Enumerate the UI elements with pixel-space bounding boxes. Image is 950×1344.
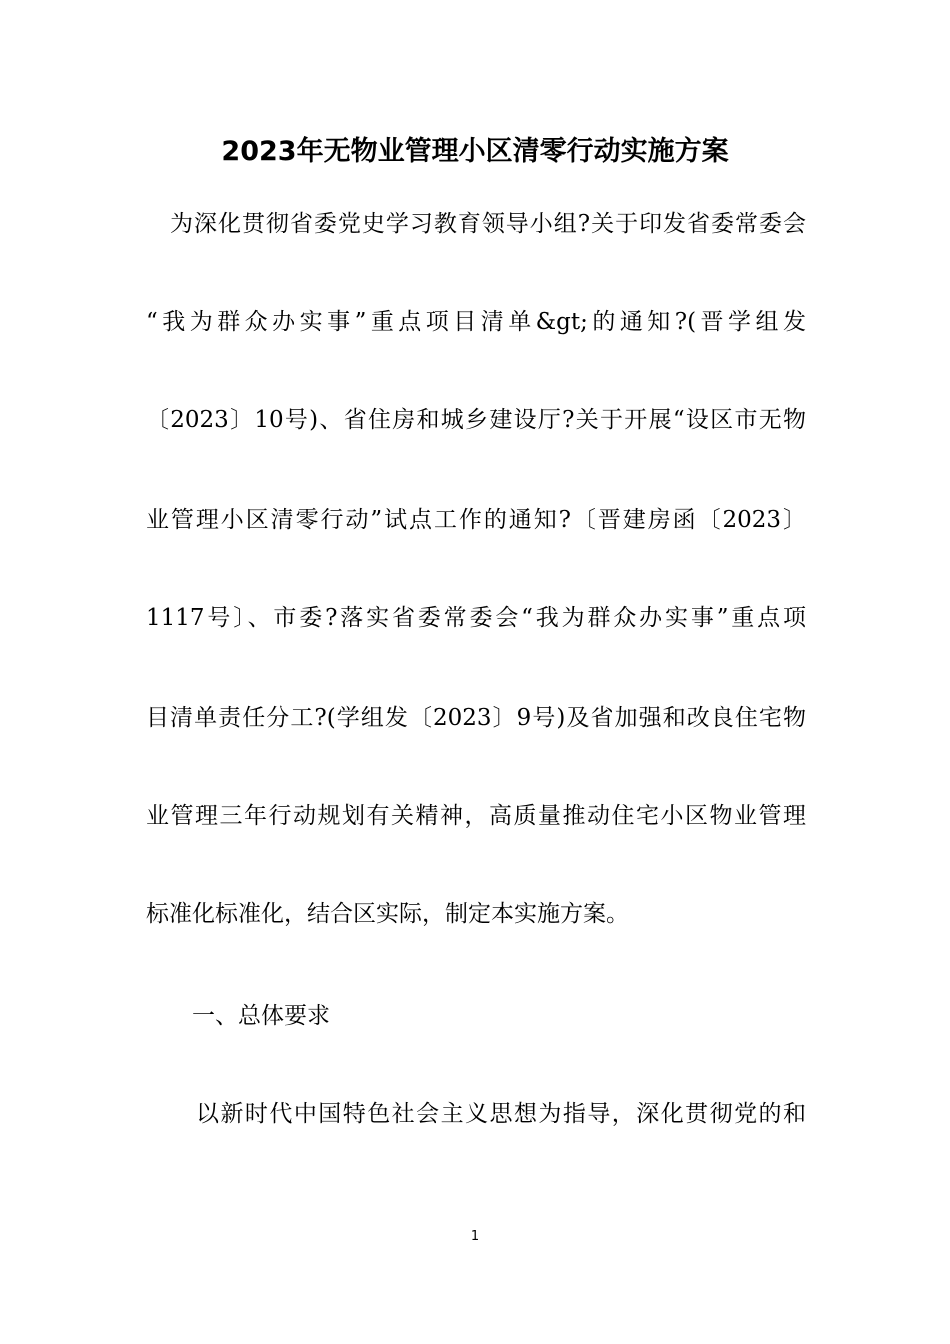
paragraph-line: 以新时代中国特色社会主义思想为指导，深化贯彻党的和 (196, 1101, 806, 1127)
paragraph-line: 标准化标准化，结合区实际，制定本实施方案。 (146, 901, 629, 927)
page-number: 1 (470, 1229, 480, 1244)
paragraph-line: 业管理小区清零行动”试点工作的通知?〔晋建房函〔2023〕 (146, 507, 806, 533)
paragraph-line: “我为群众办实事”重点项目清单&gt;的通知?(晋学组发 (146, 309, 806, 335)
section-heading: 一、总体要求 (192, 1003, 330, 1029)
document-title: 2023年无物业管理小区清零行动实施方案 (221, 136, 729, 167)
paragraph-line: 为深化贯彻省委党史学习教育领导小组?关于印发省委常委会 (146, 211, 806, 237)
paragraph-line: 业管理三年行动规划有关精神，高质量推动住宅小区物业管理 (146, 803, 806, 829)
paragraph-line: 1117号〕、市委?落实省委常委会“我为群众办实事”重点项 (146, 605, 806, 631)
paragraph-line: 〔2023〕10号)、省住房和城乡建设厅?关于开展“设区市无物 (146, 407, 806, 433)
paragraph-line: 目清单责任分工?(学组发〔2023〕9号)及省加强和改良住宅物 (146, 705, 806, 731)
